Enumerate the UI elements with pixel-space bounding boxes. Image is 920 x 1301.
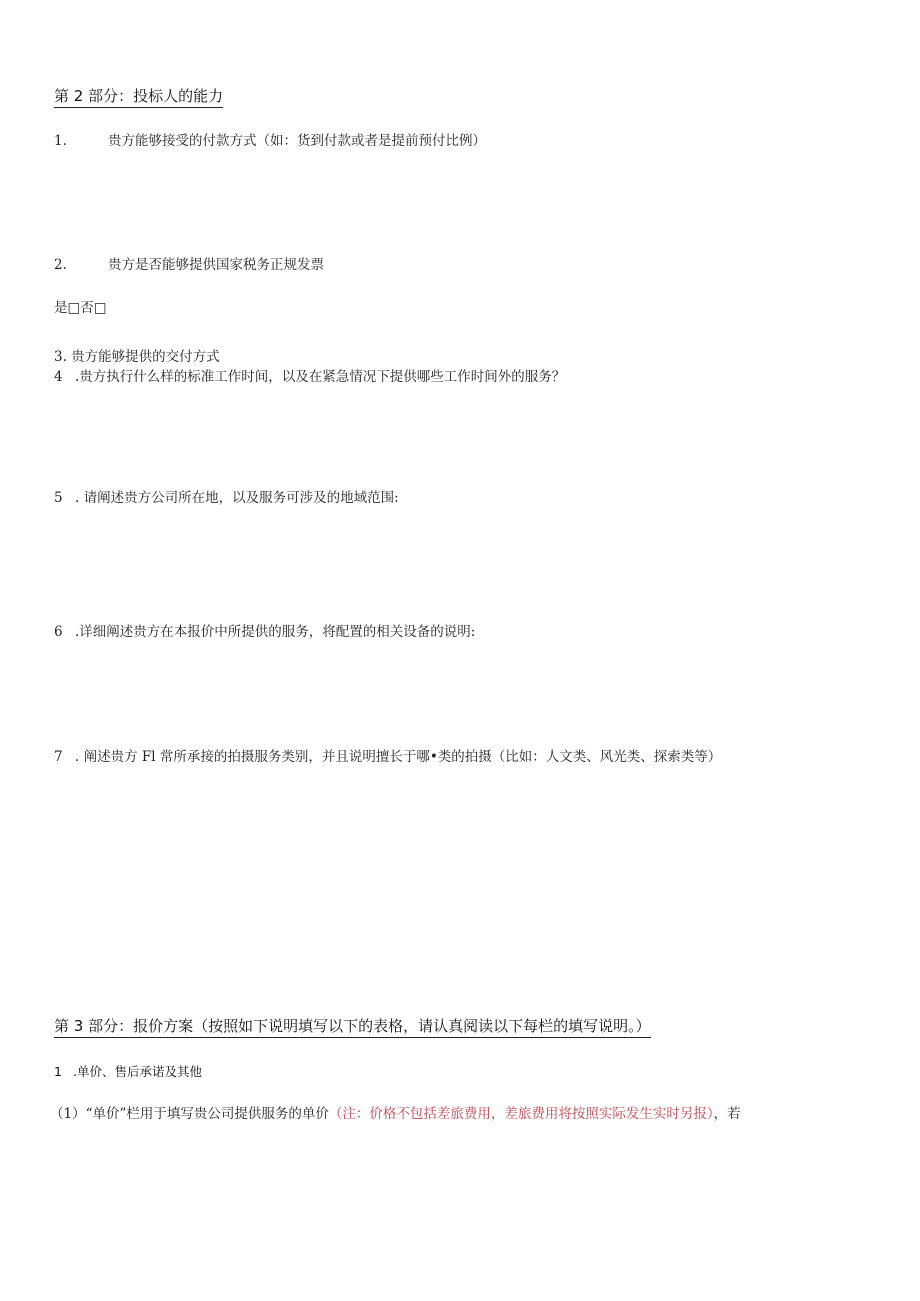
section-2-title: 第 2 部分：投标人的能力 — [54, 85, 223, 108]
question-5 — [54, 486, 399, 506]
section-3-title: 第 3 部分：报价方案（按照如下说明填写以下的表格，请认真阅读以下每栏的填写说明。） — [54, 1015, 651, 1038]
question-1-text: 贵方能够接受的付款方式（如：货到付款或者是提前预付比例） — [108, 133, 486, 149]
pricing-paragraph-note: （注：价格不包括差旅费用，差旅费用将按照实际发生实时另报） — [328, 1106, 714, 1122]
yes-no-options[interactable]: 是□否□ — [54, 300, 107, 316]
pricing-paragraph-suffix: ，若 — [713, 1106, 741, 1122]
question-7-number: 7 — [54, 749, 63, 765]
question-4 — [54, 365, 565, 385]
item-1-text: .单价、售后承诺及其他 — [73, 1064, 202, 1079]
question-7-text: . 阐述贵方 Fl 常所承接的拍摄服务类别，并且说明擅长于哪•类的拍摄（比如：人文类、风光类、探索类等） — [75, 749, 722, 765]
question-6-number: 6 — [54, 624, 63, 640]
question-2-text: 贵方是否能够提供国家税务正规发票 — [108, 257, 324, 273]
question-4-text: .贵方执行什么样的标准工作时间，以及在紧急情况下提供哪些工作时间外的服务？ — [75, 369, 566, 385]
question-1 — [54, 129, 486, 149]
question-5-number: 5 — [54, 490, 63, 506]
question-1-number: 1. — [54, 133, 67, 149]
question-2 — [54, 253, 324, 273]
pricing-paragraph-1 — [50, 1102, 741, 1122]
question-3: 3. 贵方能够提供的交付方式 — [54, 349, 220, 365]
question-6 — [54, 620, 475, 640]
question-2-number: 2. — [54, 257, 67, 273]
question-6-text: .详细阐述贵方在本报价中所提供的服务，将配置的相关设备的说明: — [75, 624, 476, 640]
item-1-heading — [54, 1062, 202, 1080]
question-7 — [54, 745, 721, 765]
question-5-text: . 请阐述贵方公司所在地，以及服务可涉及的地域范围: — [75, 490, 399, 506]
question-4-number: 4 — [54, 369, 63, 385]
item-1-number: 1 — [54, 1064, 62, 1079]
pricing-paragraph-prefix: （1）“单价”栏用于填写贵公司提供服务的单价 — [50, 1106, 329, 1122]
